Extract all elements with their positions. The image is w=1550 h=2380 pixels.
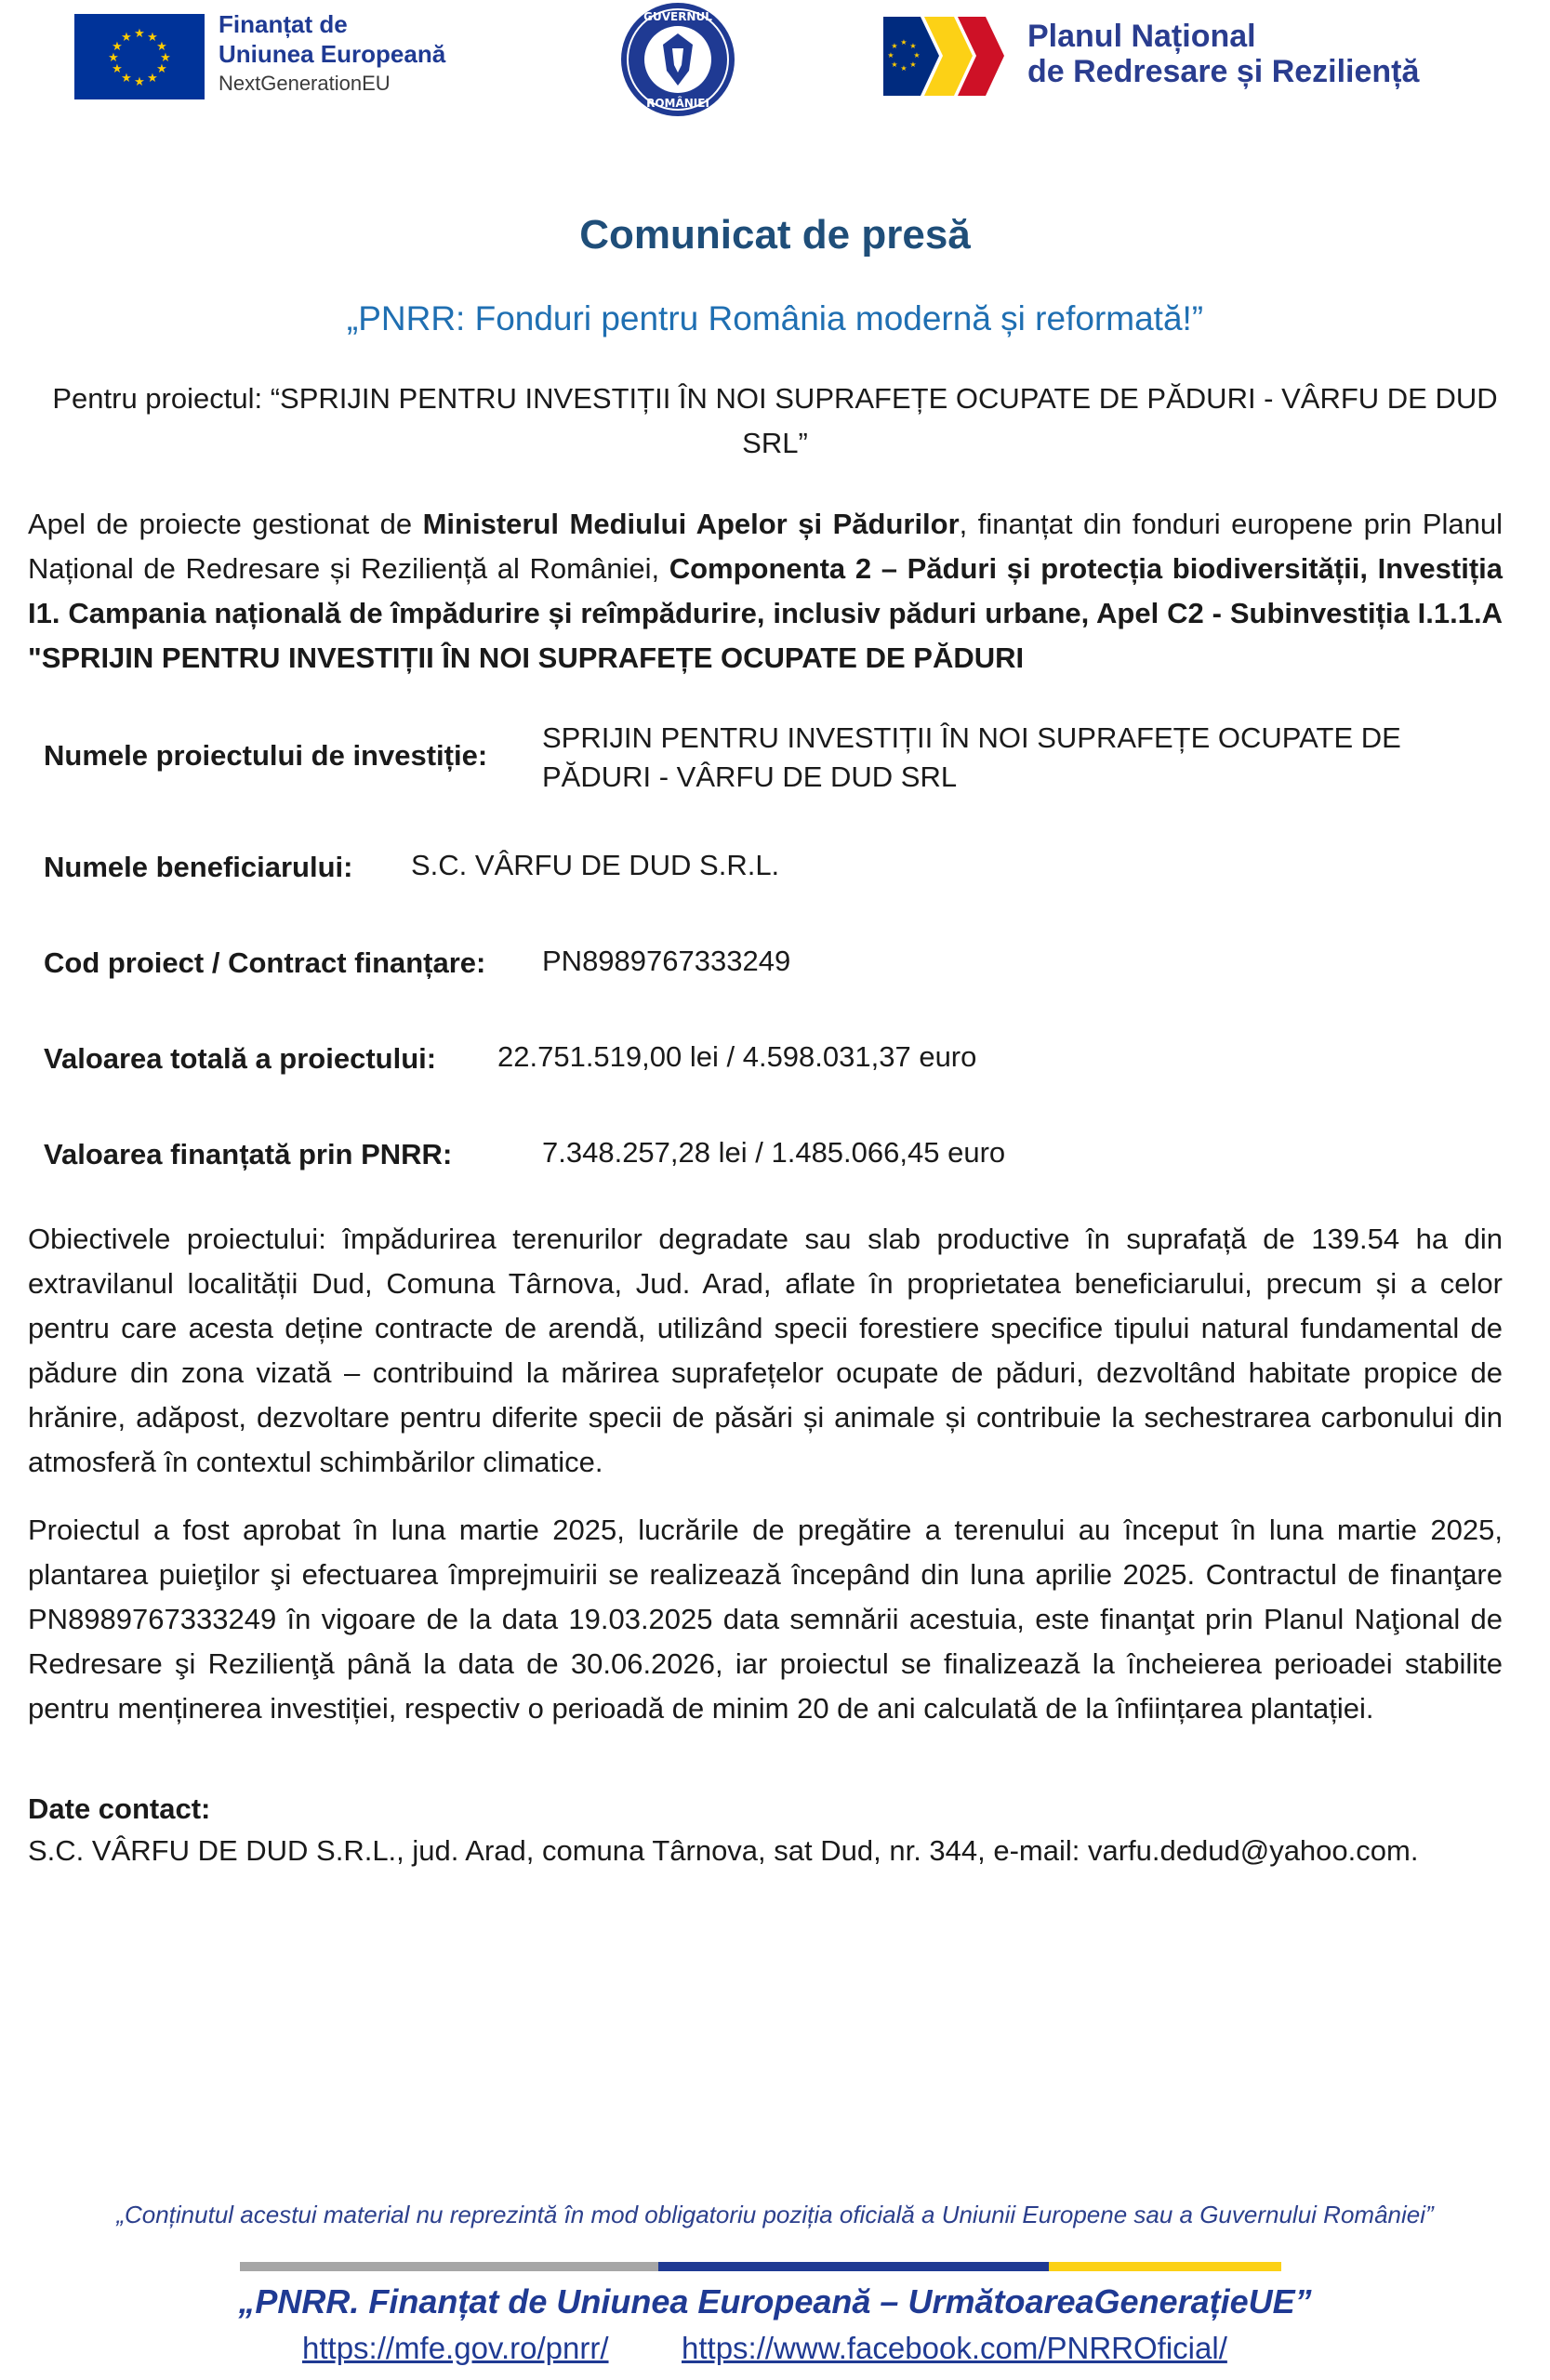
eu-line-3: NextGenerationEU [219,72,391,95]
svg-text:★: ★ [887,51,894,60]
page-subtitle: „PNRR: Fonduri pentru România modernă și reformată!” [346,299,1204,337]
svg-text:★: ★ [909,60,917,69]
project-name-label: Numele proiectului de investiție: [44,739,488,772]
svg-text:★: ★ [900,64,907,73]
contact-label: Date contact: [28,1792,211,1825]
pnrr-logo-icon [883,17,1004,96]
svg-text:★: ★ [156,62,167,76]
svg-text:★: ★ [160,51,171,65]
pnrr-line-1: Planul Național [1027,19,1256,54]
eu-line-2: Uniunea Europeană [219,40,446,68]
page-title: Comunicat de presă [579,212,971,258]
intro-text-1: Apel de proiecte gestionat de [28,508,423,540]
svg-text:★: ★ [891,60,898,69]
project-code-label: Cod proiect / Contract finanțare: [44,946,486,979]
svg-text:★: ★ [147,31,158,45]
svg-text:★: ★ [108,51,119,65]
project-line: Pentru proiectul: “SPRIJIN PENTRU INVESTIȚII ÎN NOI SUPRAFEȚE OCUPATE DE PĂDURI - VÂRFU DE DUD SRL” [52,382,1498,459]
intro-bold-2: Componenta 2 – Păduri și protecția biodiversității, Investiția I1. Campania națională de împădurire și reîmpădurire, inclusiv păduri urbane, Apel C2 - Subinvestiția I.1.1.A "SPRIJIN PENTRU INVESTIȚII ÎN NOI SUPRAFEȚE OCUPATE DE PĂDURI [28,552,1503,674]
footer-divider [240,2259,1281,2268]
funded-value: 7.348.257,28 lei / 1.485.066,45 euro [542,1136,1006,1169]
svg-text:★: ★ [909,42,917,50]
funded-value-label: Valoarea finanțată prin PNRR: [44,1138,453,1170]
objectives-paragraph: Obiectivele proiectului: împădurirea terenurilor degradate sau slab productive în suprafață de 139.54 ha din extravilanul localității Dud, Comuna Târnova, Jud. Arad, aflate în proprietatea beneficiarului, precum și a celor pentru care acesta deține contracte de arendă, utilizând specii forestiere specifice tipului natural fundamental de pădure din zona vizată – contribuind la mărirea suprafețelor ocupate de păduri, dezvoltând habitate propice de hrănire, adăpost, dezvoltare pentru diferite specii de păsări și animale și contribuie la sechestrarea carbonului din atmosferă în contextul schimbărilor climatice. [28,1223,1503,1478]
total-value-label: Valoarea totală a proiectului: [44,1042,437,1075]
project-code-value: PN8989767333249 [542,945,791,977]
beneficiary-label: Numele beneficiarului: [44,851,353,883]
mfe-pnrr-link[interactable]: https://mfe.gov.ro/pnrr/ [302,2331,609,2365]
svg-text:★: ★ [121,31,132,45]
seal-bottom-text: ROMÂNIEI [646,97,709,110]
eu-flag-icon [74,14,205,99]
approval-paragraph: Proiectul a fost aprobat în luna martie 2025, lucrările de pregătire a terenului au început în luna martie 2025, plantarea puieţilor şi efectuarea împrejmuirii se realizează începând din luna aprilie 2025. Contractul de finanţare PN8989767333249 în vigoare de la data 19.03.2025 data semnării acestuia, este finanţat prin Planul Naţional de Redresare şi Rezilienţă până la data de 30.06.2026, iar proiectul se finalizează la încheierea perioadei stabilite pentru menținerea investiției, respectiv o perioadă de minim 20 de ani calculată de la înființarea plantației. [28,1514,1503,1725]
contact-details: S.C. VÂRFU DE DUD S.R.L., jud. Arad, comuna Târnova, sat Dud, nr. 344, e-mail: varfu.dedud@yahoo.com. [28,1834,1419,1867]
svg-text:★: ★ [156,40,167,54]
svg-text:★: ★ [134,75,145,89]
beneficiary-value: S.C. VÂRFU DE DUD S.R.L. [411,849,780,881]
eu-funding-text [219,9,497,99]
project-name-value: SPRIJIN PENTRU INVESTIȚII ÎN NOI SUPRAFEȚE OCUPATE DE PĂDURI - VÂRFU DE DUD SRL [542,721,1401,793]
intro-text-2: , finanțat din fonduri europene prin Planul Național de Redresare și Reziliență al României, [28,508,1503,585]
government-seal-icon [618,0,737,119]
svg-text:★: ★ [121,72,132,86]
total-value: 22.751.519,00 lei / 4.598.031,37 euro [497,1040,977,1073]
intro-paragraph [28,502,1503,681]
svg-text:★: ★ [913,51,921,60]
disclaimer-text: „Conținutul acestui material nu reprezintă în mod obligatoriu poziția oficială a Uniunii Europene sau a Guvernului României” [116,2201,1434,2228]
pnrr-line-2: de Redresare și Reziliență [1027,54,1420,89]
pnrr-title-text [1027,19,1511,89]
footer-slogan: „PNRR. Finanțat de Uniunea Europeană – UrmătoareaGenerațieUE” [238,2282,1312,2320]
intro-bold-1: Ministerul Mediului Apelor și Pădurilor [422,508,960,540]
svg-text:★: ★ [147,72,158,86]
svg-text:★: ★ [112,62,123,76]
svg-text:★: ★ [900,38,907,46]
seal-top-text: GUVERNUL [643,10,712,23]
svg-text:★: ★ [112,40,123,54]
svg-text:★: ★ [891,42,898,50]
svg-text:★: ★ [134,27,145,41]
facebook-pnrr-link[interactable]: https://www.facebook.com/PNRROficial/ [682,2331,1227,2365]
eu-line-1: Finanțat de [219,10,348,38]
